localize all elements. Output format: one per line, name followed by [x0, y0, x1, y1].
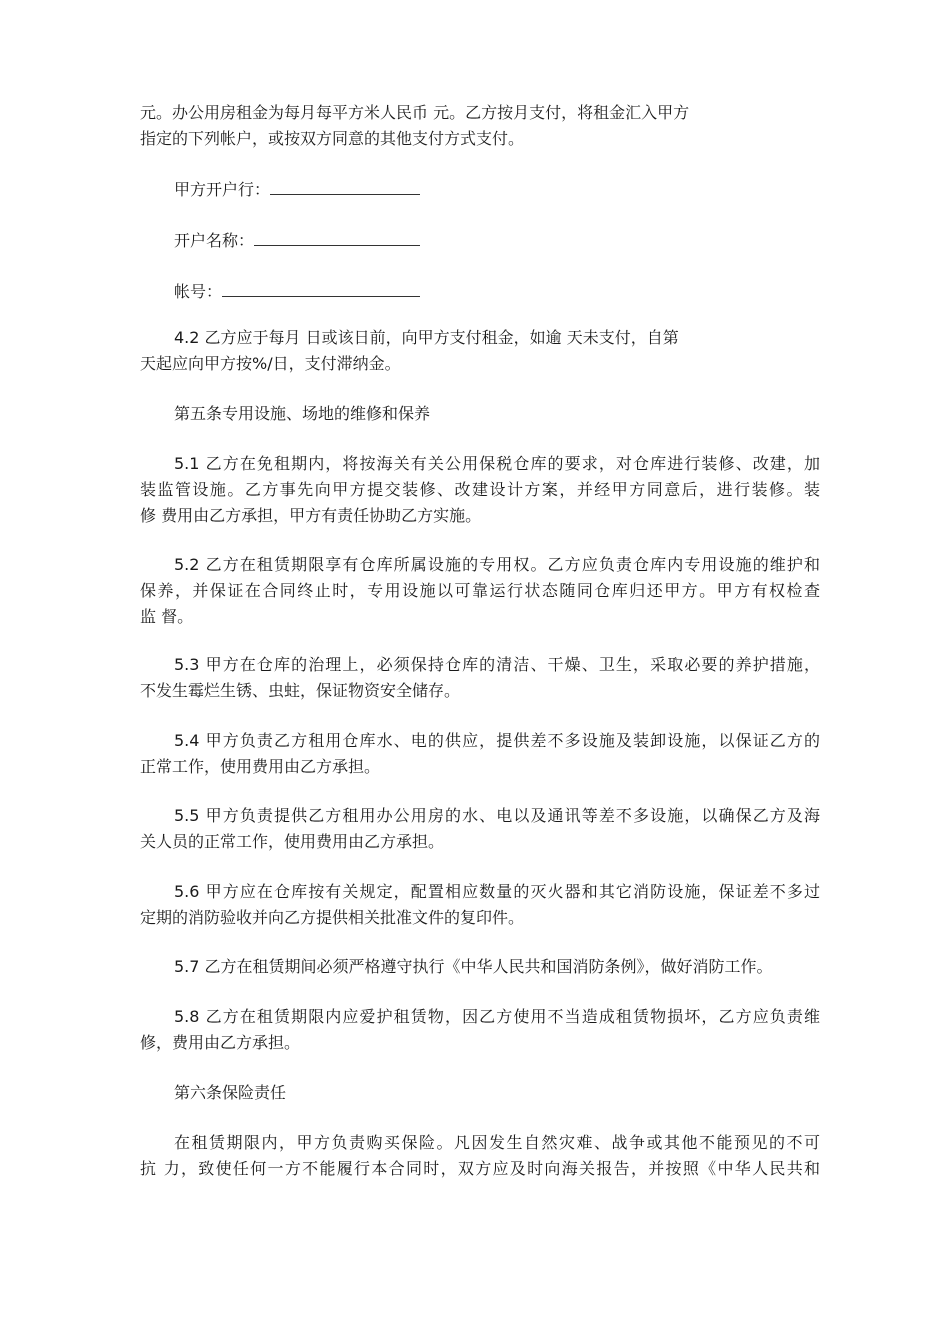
clause-5-3: [140, 652, 820, 704]
heading: 第六条保险责任: [174, 1083, 287, 1102]
text-line: 5.8 乙方在租赁期限内应爱护租赁物，因乙方使用不当造成租赁物损坏，乙方应负责维: [174, 1007, 820, 1026]
bank-blank: [270, 176, 420, 195]
text-line: 5.6 甲方应在仓库按有关规定，配置相应数量的灭火器和其它消防设施，保证差不多过: [174, 882, 820, 901]
article-5-title: [140, 401, 820, 427]
clause-5-7: [140, 954, 820, 980]
account-name-blank: [254, 227, 420, 246]
text-line: 正常工作，使用费用由乙方承担。: [140, 757, 381, 776]
clause-4-2: [140, 325, 820, 377]
text-line: 指定的下列帐户，或按双方同意的其他支付方式支付。: [140, 129, 525, 148]
text-line: 5.1 乙方在免租期内，将按海关有关公用保税仓库的要求，对仓库进行装修、改建，加: [174, 454, 820, 473]
text-line: 修，费用由乙方承担。: [140, 1033, 301, 1052]
account-number-label: 帐号：: [174, 282, 223, 301]
bank-label: 甲方开户行：: [174, 180, 271, 199]
text-line: 定期的消防验收并向乙方提供相关批准文件的复印件。: [140, 908, 525, 927]
clause-5-4: [140, 728, 820, 780]
text-line: 天起应向甲方按%/日，支付滞纳金。: [140, 354, 401, 373]
text-line: 保养，并保证在合同终止时，专用设施以可靠运行状态随同仓库归还甲方。甲方有权检查: [140, 581, 820, 600]
text-line: 元。办公用房租金为每月每平方米人民币 元。乙方按月支付，将租金汇入甲方: [140, 103, 690, 122]
account-number-blank: [222, 278, 420, 297]
text-line: 装监管设施。乙方事先向甲方提交装修、改建设计方案，并经甲方同意后，进行装修。装: [140, 480, 820, 499]
clause-5-6: [140, 879, 820, 931]
text-line: 5.5 甲方负责提供乙方租用办公用房的水、电以及通讯等差不多设施，以确保乙方及海: [174, 806, 820, 825]
clause-5-8: [140, 1004, 820, 1056]
text-line: 4.2 乙方应于每月 日或该日前，向甲方支付租金，如逾 天未支付，自第: [174, 328, 679, 347]
text-line: 5.4 甲方负责乙方租用仓库水、电的供应，提供差不多设施及装卸设施，以保证乙方的: [174, 731, 820, 750]
text-line: 抗 力，致使任何一方不能履行本合同时，双方应及时向海关报告，并按照《中华人民共和: [140, 1159, 820, 1178]
rent-paragraph: [140, 100, 820, 152]
text-line: 在租赁期限内，甲方负责购买保险。凡因发生自然灾难、战争或其他不能预见的不可: [174, 1133, 820, 1152]
article-6-title: [140, 1080, 820, 1106]
clause-5-1: [140, 451, 820, 529]
text-line: 5.3 甲方在仓库的治理上，必须保持仓库的清洁、干燥、卫生，采取必要的养护措施，: [174, 655, 820, 674]
text-line: 监 督。: [140, 607, 194, 626]
account-name-field: [174, 227, 420, 254]
text-line: 5.7 乙方在租赁期间必须严格遵守执行《中华人民共和国消防条例》，做好消防工作。: [174, 957, 773, 976]
text-line: 5.2 乙方在租赁期限享有仓库所属设施的专用权。乙方应负责仓库内专用设施的维护和: [174, 555, 820, 574]
account-number-field: [174, 278, 420, 305]
bank-field: [174, 176, 420, 203]
heading: 第五条专用设施、场地的维修和保养: [174, 404, 431, 423]
article-6-body: [140, 1130, 820, 1182]
text-line: 关人员的正常工作，使用费用由乙方承担。: [140, 832, 445, 851]
text-line: 修 费用由乙方承担，甲方有责任协助乙方实施。: [140, 506, 482, 525]
account-name-label: 开户名称：: [174, 231, 255, 250]
text-line: 不发生霉烂生锈、虫蛀，保证物资安全储存。: [140, 681, 461, 700]
clause-5-5: [140, 803, 820, 855]
clause-5-2: [140, 552, 820, 630]
